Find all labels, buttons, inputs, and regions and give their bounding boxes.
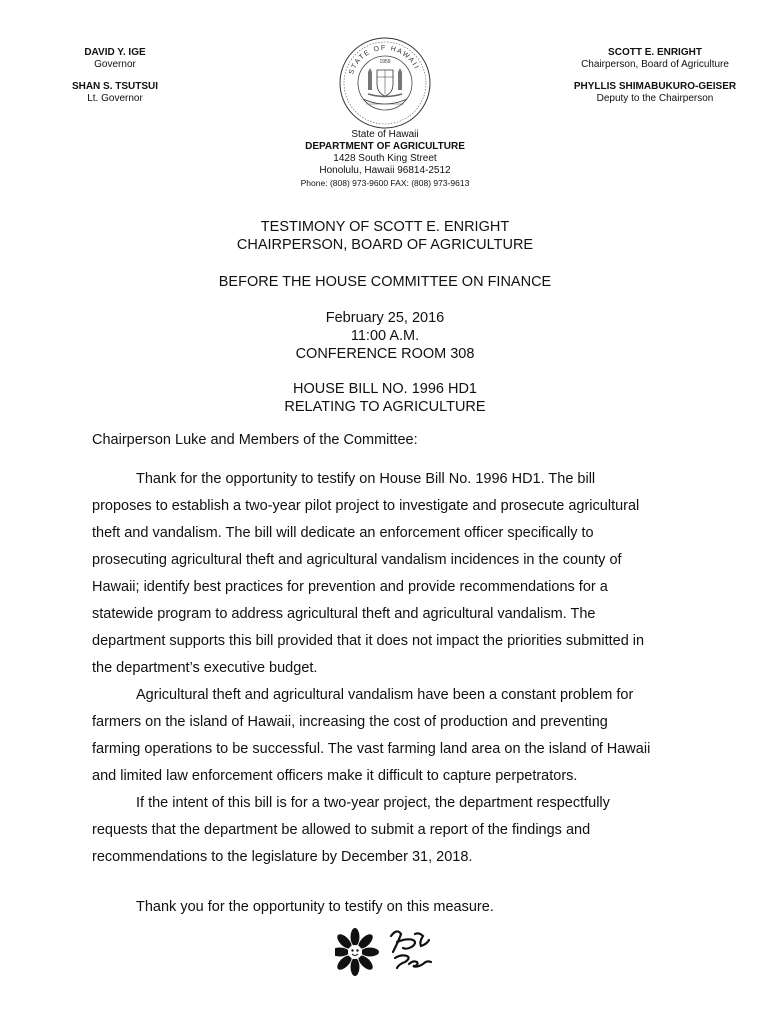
hearing-date: February 25, 2016 (325, 310, 445, 326)
committee-heading: BEFORE THE HOUSE COMMITTEE ON FINANCE (218, 274, 552, 290)
bill-info (135, 380, 635, 416)
chairperson-name: SCOTT E. ENRIGHT (608, 47, 702, 58)
lt-governor-title: Lt. Governor (87, 93, 143, 104)
hearing-time: 11:00 A.M. (350, 328, 420, 344)
state-seal-icon (338, 36, 432, 130)
right-officials (560, 47, 750, 115)
address-city: Honolulu, Hawaii 96814-2512 (319, 165, 451, 176)
island-fresh-flower-icon (335, 924, 445, 980)
paragraph-2: Agricultural theft and agricultural vandalism have been a constant problem for farmers on the island of Hawaii, increasing the cost of production and preventing farming operations to be successful. The vast farming land area on the island of Hawaii and limited law enforcement officers make it difficult to capture perpetrators. (92, 687, 651, 784)
left-officials (60, 47, 170, 115)
bill-number: HOUSE BILL NO. 1996 HD1 (292, 381, 477, 397)
deputy-name: PHYLLIS SHIMABUKURO-GEISER (573, 81, 737, 92)
address-state: State of Hawaii (351, 129, 419, 140)
closing-line: Thank you for the opportunity to testify on this measure. (136, 899, 494, 915)
address-department: DEPARTMENT OF AGRICULTURE (305, 141, 465, 152)
seal-year: 1959 (379, 59, 391, 65)
svg-text:STATE OF HAWAII: STATE OF HAWAII (348, 44, 420, 76)
lt-governor-name: SHAN S. TSUTSUI (71, 81, 159, 92)
governor-name: DAVID Y. IGE (84, 47, 146, 58)
testimony-title-line1: TESTIMONY OF SCOTT E. ENRIGHT (260, 219, 510, 235)
paragraph-1: Thank for the opportunity to testify on House Bill No. 1996 HD1. The bill proposes to establish a two-year pilot project to investigate and prosecute agricultural theft and vandalism. The bill will dedicate an enforcement officer specifically to prosecuting agricultural theft and agricultural vandalism incidences in the county of Hawaii; identify best practices for prevention and provide recommendations for a statewide program to address agricultural theft and agricultural vandalism. The department supports this bill provided that it does not impact the priorities submitted in the department’s executive budget. (92, 471, 645, 676)
testimony-title-line2: CHAIRPERSON, BOARD OF AGRICULTURE (236, 237, 534, 253)
hearing-info (135, 309, 635, 363)
deputy-block (560, 81, 750, 105)
lt-governor-block (60, 81, 170, 105)
salutation: Chairperson Luke and Members of the Committee: (92, 432, 418, 448)
paragraph-3: If the intent of this bill is for a two-year project, the department respectfully requests that the department be allowed to submit a report of the findings and recommendations to the legislature by December 31, 2018. (92, 795, 610, 865)
governor-block (60, 47, 170, 71)
testimony-title (135, 218, 635, 254)
deputy-title: Deputy to the Chairperson (596, 93, 714, 104)
address-phone: Phone: (808) 973-9600 FAX: (808) 973-9613 (300, 178, 470, 188)
address-street: 1428 South King Street (333, 153, 437, 164)
governor-title: Governor (94, 59, 136, 70)
hearing-room: CONFERENCE ROOM 308 (295, 346, 475, 362)
department-address (235, 129, 535, 189)
chairperson-title: Chairperson, Board of Agriculture (581, 59, 729, 70)
bill-subject: RELATING TO AGRICULTURE (284, 399, 486, 415)
testimony-body (92, 466, 652, 871)
chairperson-block (560, 47, 750, 71)
